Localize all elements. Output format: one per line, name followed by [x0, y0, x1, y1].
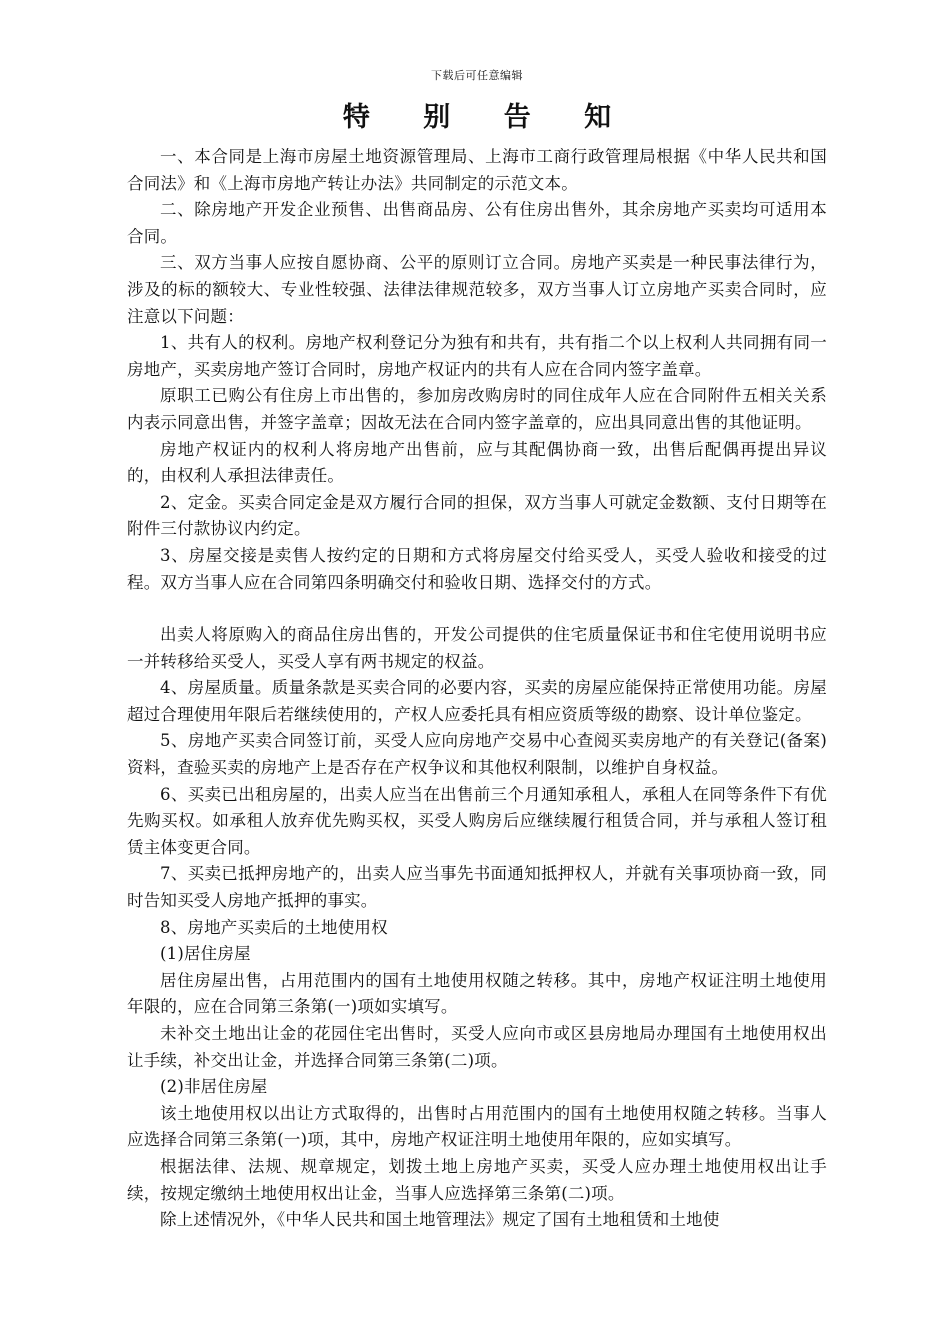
paragraph: 二、除房地产开发企业预售、出售商品房、公有住房出售外，其余房地产买卖均可适用本合同。	[127, 200, 827, 246]
paragraph: 4、房屋质量。质量条款是买卖合同的必要内容，买卖的房屋应能保持正常使用功能。房屋超过合理使用年限后若继续使用的，产权人应委托具有相应资质等级的勘察、设计单位鉴定。	[127, 678, 827, 724]
paragraph: 一、本合同是上海市房屋土地资源管理局、上海市工商行政管理局根据《中华人民共和国合同法》和《上海市房地产转让办法》共同制定的示范文本。	[127, 147, 827, 193]
paragraph: 原职工已购公有住房上市出售的，参加房改购房时的同住成年人应在合同附件五相关关系内表示同意出售，并签字盖章；因故无法在合同内签字盖章的，应出具同意出售的其他证明。	[127, 386, 827, 432]
document-page	[127, 0, 827, 1234]
paragraph: 1、共有人的权利。房地产权利登记分为独有和共有，共有指二个以上权利人共同拥有同一房地产，买卖房地产签订合同时，房地产权证内的共有人应在合同内签字盖章。	[127, 333, 827, 379]
paragraph: 5、房地产买卖合同签订前，买受人应向房地产交易中心查阅买卖房地产的有关登记(备案)资料，查验买卖的房地产上是否存在产权争议和其他权利限制，以维护自身权益。	[127, 731, 827, 778]
page-title: 特 别 告 知	[342, 102, 634, 133]
paragraph: 三、双方当事人应按自愿协商、公平的原则订立合同。房地产买卖是一种民事法律行为，涉及的标的额较大、专业性较强、法律法律规范较多，双方当事人订立房地产买卖合同时，应注意以下问题：	[127, 253, 827, 326]
paragraph: 房地产权证内的权利人将房地产出售前，应与其配偶协商一致，出售后配偶再提出异议的，由权利人承担法律责任。	[127, 439, 827, 486]
paragraph: 3、房屋交接是卖售人按约定的日期和方式将房屋交付给买受人，买受人验收和接受的过程。双方当事人应在合同第四条明确交付和验收日期、选择交付的方式。	[127, 545, 827, 592]
paragraph: 2、定金。买卖合同定金是双方履行合同的担保，双方当事人可就定金数额、支付日期等在附件三付款协议内约定。	[127, 492, 827, 539]
paragraph: 7、买卖已抵押房地产的，出卖人应当事先书面通知抵押权人，并就有关事项协商一致，同时告知买受人房地产抵押的事实。	[127, 864, 827, 911]
paragraph: 居住房屋出售，占用范围内的国有土地使用权随之转移。其中，房地产权证注明土地使用年限的，应在合同第三条第(一)项如实填写。	[127, 970, 827, 1017]
paragraph: 未补交土地出让金的花园住宅出售时，买受人应向市或区县房地局办理国有土地使用权出让手续，补交出让金，并选择合同第三条第(二)项。	[127, 1024, 827, 1070]
paragraph: 该土地使用权以出让方式取得的，出售时占用范围内的国有土地使用权随之转移。当事人应选择合同第三条第(一)项，其中，房地产权证注明土地使用年限的，应如实填写。	[127, 1103, 827, 1150]
header-note: 下载后可任意编辑	[431, 69, 523, 82]
paragraph: 根据法律、法规、规章规定，划拨土地上房地产买卖，买受人应办理土地使用权出让手续，按规定缴纳土地使用权出让金，当事人应选择第三条第(二)项。	[127, 1156, 827, 1203]
paragraph: (1)居住房屋	[160, 944, 251, 964]
document-body	[127, 144, 827, 1234]
paragraph: 6、买卖已出租房屋的，出卖人应当在出售前三个月通知承租人，承租人在同等条件下有优先购买权。如承租人放弃优先购买权，买受人购房后应继续履行租赁合同，并与承租人签订租赁主体变更合同。	[127, 784, 827, 857]
paragraph: 除上述情况外，《中华人民共和国土地管理法》规定了国有土地租赁和土地使	[160, 1210, 720, 1230]
paragraph: 8、房地产买卖后的土地使用权	[160, 917, 388, 937]
paragraph: (2)非居住房屋	[160, 1077, 268, 1097]
paragraph: 出卖人将原购入的商品住房出售的，开发公司提供的住宅质量保证书和住宅使用说明书应一并转移给买受人，买受人享有两书规定的权益。	[127, 625, 827, 671]
